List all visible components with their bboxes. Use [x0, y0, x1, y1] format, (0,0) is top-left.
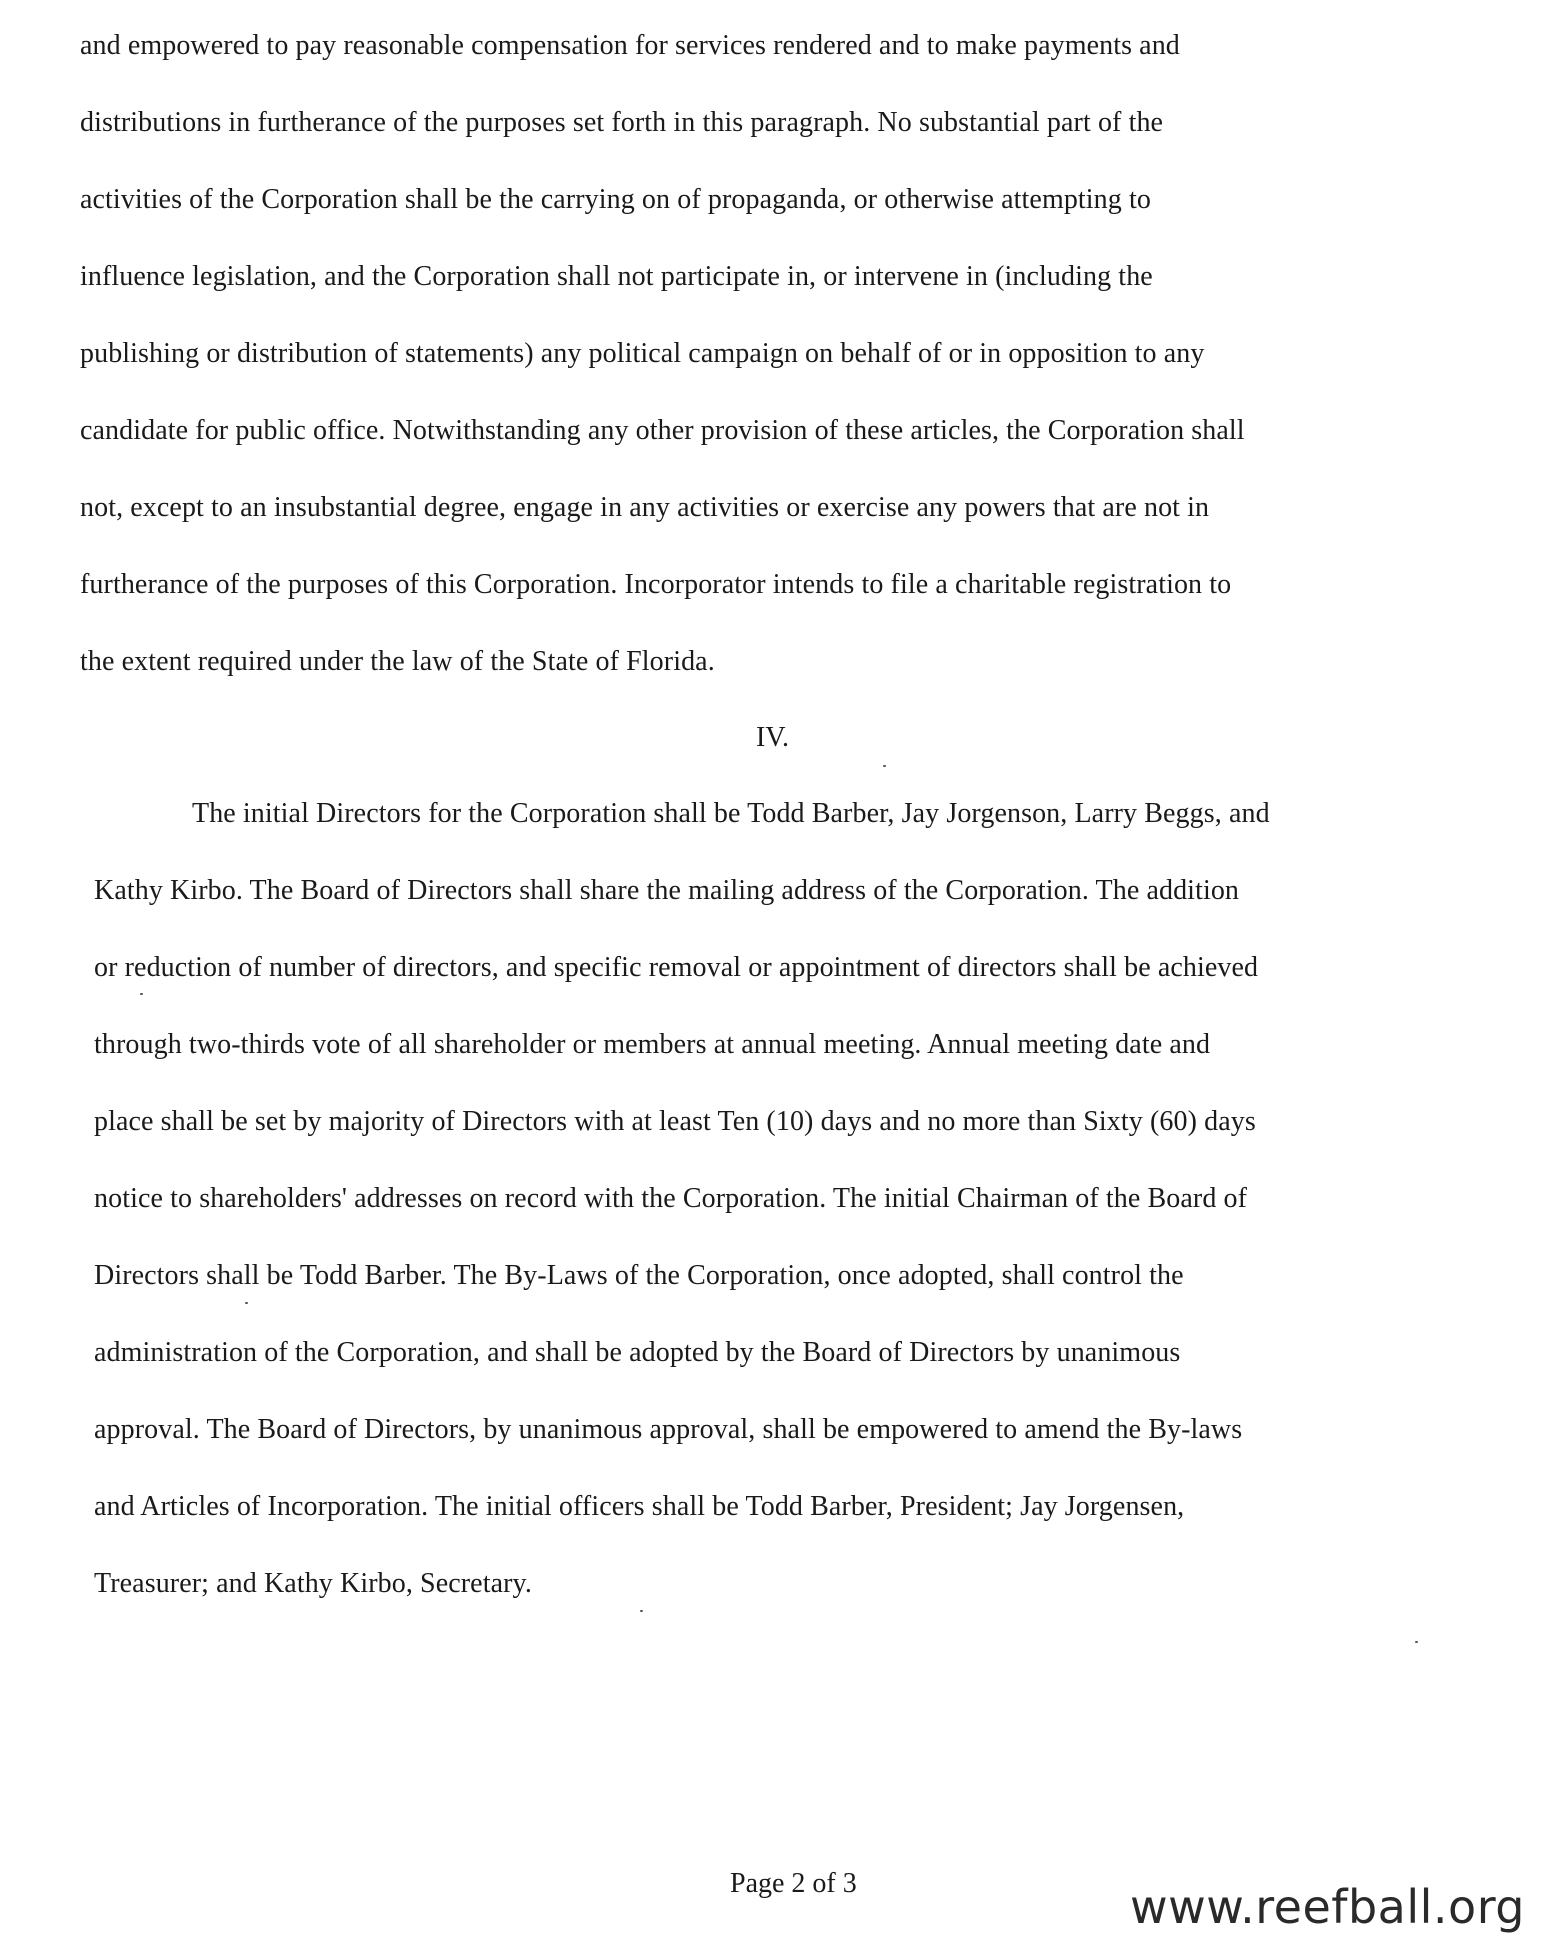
paragraph-line: and empowered to pay reasonable compensation for services rendered and to make payments and: [80, 30, 1180, 61]
paragraph-line: administration of the Corporation, and shall be adopted by the Board of Directors by unanimous: [94, 1337, 1181, 1368]
page-number: Page 2 of 3: [730, 1868, 857, 1899]
paragraph-line: notice to shareholders' addresses on record with the Corporation. The initial Chairman of the Board of: [94, 1183, 1248, 1214]
paragraph-line: distributions in furtherance of the purposes set forth in this paragraph. No substantial part of the: [80, 107, 1164, 138]
paragraph-line: The initial Directors for the Corporation shall be Todd Barber, Jay Jorgenson, Larry Beggs, and: [192, 798, 1270, 829]
paragraph-line: place shall be set by majority of Directors with at least Ten (10) days and no more than Sixty (60) days: [94, 1106, 1256, 1137]
paragraph-line: approval. The Board of Directors, by unanimous approval, shall be empowered to amend the By-laws: [94, 1414, 1243, 1445]
section-heading: IV.: [756, 722, 789, 753]
paragraph-line: publishing or distribution of statements) any political campaign on behalf of or in opposition to any: [80, 338, 1205, 369]
scan-speck: [245, 1302, 248, 1304]
paragraph-line: not, except to an insubstantial degree, engage in any activities or exercise any powers that are not in: [80, 492, 1210, 523]
scan-speck: [140, 993, 143, 995]
paragraph-line: influence legislation, and the Corporation shall not participate in, or intervene in (including the: [80, 261, 1153, 292]
paragraph-line: candidate for public office. Notwithstanding any other provision of these articles, the Corporation shall: [80, 415, 1245, 446]
paragraph-line: Directors shall be Todd Barber. The By-Laws of the Corporation, once adopted, shall control the: [94, 1260, 1184, 1291]
paragraph-line: or reduction of number of directors, and specific removal or appointment of directors shall be achieved: [94, 952, 1259, 983]
paragraph-continuation: [80, 30, 1480, 723]
scan-speck: [640, 1610, 643, 1612]
watermark-url: www.reefball.org: [1130, 1880, 1525, 1934]
paragraph-line: and Articles of Incorporation. The initial officers shall be Todd Barber, President; Jay Jorgensen,: [94, 1491, 1185, 1522]
paragraph-directors: [94, 798, 1494, 1645]
scan-speck: [883, 765, 886, 767]
scan-speck: [1415, 1641, 1418, 1643]
paragraph-line: the extent required under the law of the State of Florida.: [80, 646, 715, 677]
paragraph-line: through two-thirds vote of all shareholder or members at annual meeting. Annual meeting date and: [94, 1029, 1211, 1060]
paragraph-line: Kathy Kirbo. The Board of Directors shall share the mailing address of the Corporation. The addition: [94, 875, 1240, 906]
paragraph-line: furtherance of the purposes of this Corporation. Incorporator intends to file a charitable registration to: [80, 569, 1232, 600]
paragraph-line: activities of the Corporation shall be the carrying on of propaganda, or otherwise attempting to: [80, 184, 1151, 215]
paragraph-line: Treasurer; and Kathy Kirbo, Secretary.: [94, 1568, 532, 1599]
